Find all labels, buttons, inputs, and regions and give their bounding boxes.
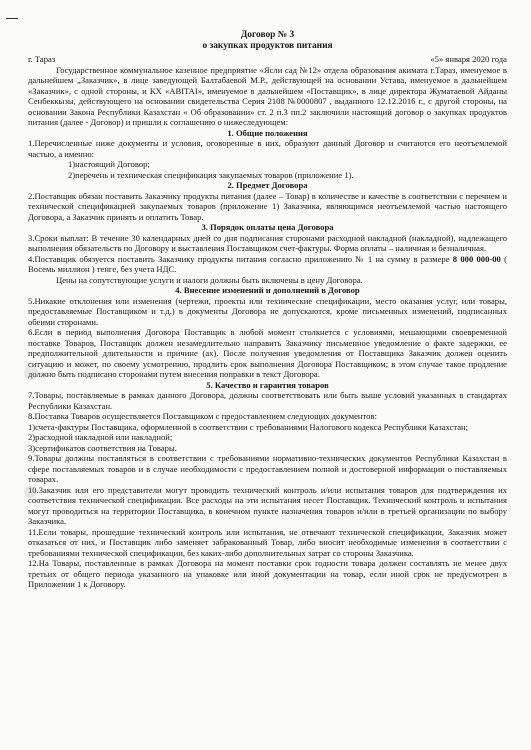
place-date-line (28, 54, 507, 65)
clause-11: 11.Если товары, прошедшие технический контроль или испытания, не отвечают технической спецификации, Заказчик может отказаться от них, и Поставщик либо заменяет забракованный Товар, либо вносит необходимые изменения в соответствии с требованиями технической спецификации, без каких-либо дополнительных затрат со стороны Заказчика. (28, 526, 507, 558)
list-item: 1)счета-фактуры Поставщика, оформленной в соответствии с требованиями Налогового кодекса Республики Казахстан; (28, 421, 469, 432)
clause-9: 9.Товары должны поставляться в соответствии с требованиями нормативно-технических документов Республики Казахстан в сфере поставляемых товаров и в случае необходимости с предоставлением полной и достоверной информации о поставляемых товарах. (28, 453, 507, 484)
smudge-mark (24, 486, 36, 498)
clause-4 (28, 254, 507, 275)
contract-title: Договор № 3 (240, 30, 295, 40)
clause-8: 8.Поставка Товаров осуществляется Поставщиком с предоставлением следующих документов: (28, 411, 377, 421)
contract-date: «5» января 2020 года (430, 54, 507, 64)
clause-2: 2.Поставщик обязан поставить Заказчику продукты питания (далее – Товар) в количестве и качестве в соответствии с перечнем и технической спецификацией закупаемых товаров (приложение 1) Заказчика, являющимся неотъемлемой частью настоящего Договора, а Заказчик принять и оплатить Товар. (28, 190, 507, 222)
clause-1: 1.Перечисленные ниже документы и условия, оговоренные в них, образуют данный Договор и считаются его неотъемлемой частью, а именно: (28, 138, 507, 159)
clause-3: 3.Сроки выплат: В течение 30 календарных дней со дня подписания сторонами расходной накладной (накладной), надлежащего выполнения обязательств по Договору и выставления Поставщиком счет-фактуры. Форма оплаты – наличная и безналичная. (28, 232, 507, 253)
clause-4-note: Цены на сопутствующие услуги и налоги должны быть включены в цену Договора. (56, 274, 363, 285)
section-title: 3. Порядок оплаты цена Договора (201, 222, 334, 232)
section-title: 5. Качество и гарантия товаров (206, 379, 329, 390)
city: г. Тараз (28, 54, 56, 64)
clause-7: 7.Товары, поставляемые в рамках данного Договора, должны соответствовать или быть выше условий указанных в стандартах Республики Казахстан. (28, 390, 507, 411)
clause-5: 5.Никакие отклонения или изменения (чертежи, проекты или технические спецификации, место оказания услуг, или товары, предоставляемые Поставщиком и т.д.) в документы Договора не допускаются, кроме письменных изменений, подписанных обеими сторонами. (28, 295, 507, 327)
section-title: 2. Предмет Договора (227, 180, 308, 190)
contract-sum: 8 000 000-00 (452, 253, 501, 264)
clause-4-text: 4.Поставщик обязуется поставить Заказчику продукты питания согласно приложению № 1 на сумму в размере (28, 253, 453, 264)
clause-6: 6.Если в период выполнения Договора Поставщик в любой момент столкнется с условиями, мешающими своевременной поставке Товаров, Поставщик должен незамедлительно направить Заказчику письменное уведомление о факте задержки, ее предполжительной длительности и причине (ах). После получения уведомления от Поставщика Заказчик должен оценить ситуацию и может, по своему усмотрению, продлить срок выполнения Договора Поставщиком; в этом случае такое продление должно быть подписано сторонами путем внесения поправки в текст Договора. (28, 327, 507, 379)
corner-mark (6, 18, 18, 19)
section-title: 1. Общие положения (227, 127, 308, 138)
list-item: 3)сертификатов соответствия на Товары. (28, 442, 177, 453)
list-item: 2)расходной накладной или накладной; (28, 432, 173, 442)
clause-12: 12.На Товары, поставленные в рамках Договора на момент поставки срок годности товара должен составлять не менее двух третьих от общего периода указанного на упаковке или иной документации на товар, если иной срок не предусмотрен в Приложении 1 к Договору. (28, 558, 507, 589)
contract-subtitle: о закупках продуктов питания (202, 41, 333, 51)
intro-paragraph: Государственное коммунальное казенное предприятие «Ясли сад №12» отдела образования акимата г.Тараз, именуемое в дальнейшем „Заказчик», в лице заведующей Балтабаевой М.Р., действующей на основании Устава, именуемое в дальнейшем «Заказчик», с одной стороны, и КХ «ABITAI», именуемое в дальнейшем «Поставщик», в лице директора Жуматаевой Айданы Сенбеккызы, действующего на основании свидетельства Серия 2108 №0000807 , выданного 12.12.2016 г., с другой стороны, на основании Закона Республики Казахстан « Об образовании» ст. 2 п.3 пп.2 заключили настоящий договор о закупках продуктов питания (далее - Договор) и пришли к соглашению о нижеследующем: (28, 64, 507, 127)
section-title: 4. Внесение изменений и дополнений в Договор (175, 285, 360, 295)
smudge-mark (24, 366, 38, 380)
list-item: 2)перечень и техническая спецификация закупаемых товаров (приложение 1). (68, 169, 354, 180)
clause-10: 10.Заказчик или его представители могут проводить технический контроль и/или испытания товаров для подтверждения их соответствия технической спецификации. Все расходы на эти испытания несет Поставщик. Технический контроль и испытания могут проводиться на территории Поставщика, в конечном пункте назначения товаров и/или в третьей организации по выбору Заказчика. (28, 484, 507, 526)
clause-4-text: ( Восемь миллион ) тенге, без учета НДС. (28, 253, 507, 274)
list-item: 1)настоящий Договор; (68, 159, 150, 169)
